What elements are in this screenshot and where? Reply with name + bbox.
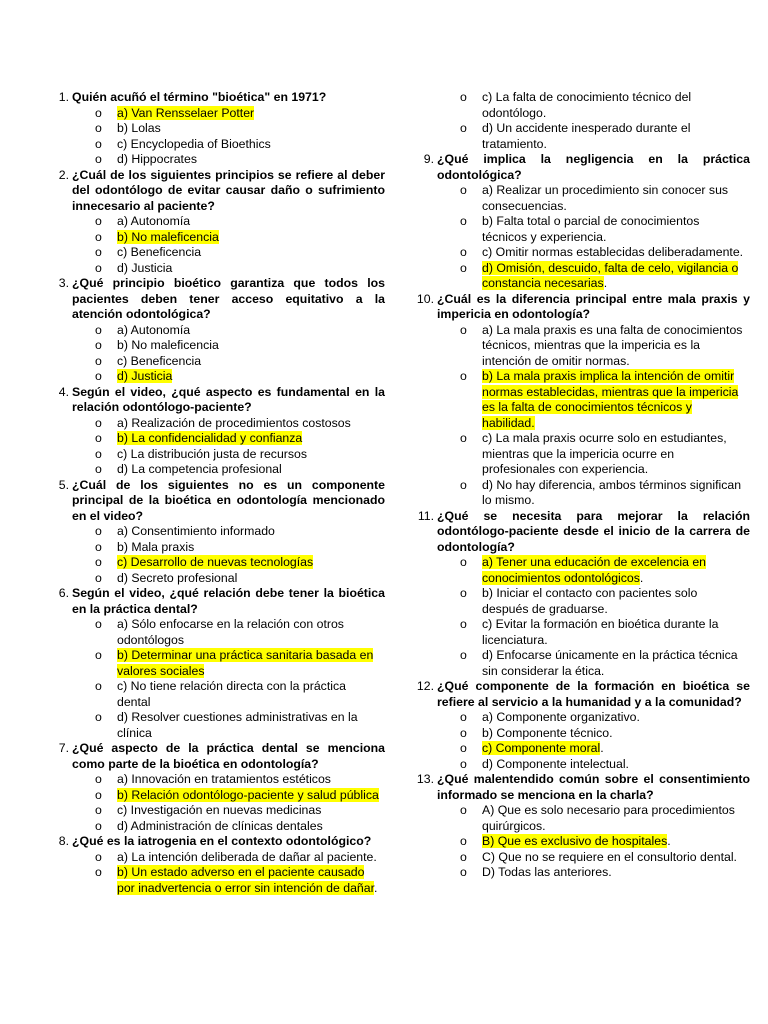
answer-option-text: c) Evitar la formación en bioética durante la licenciatura. (482, 617, 719, 647)
answer-option-text: c) Investigación en nuevas medicinas (117, 803, 322, 817)
answer-option (437, 555, 750, 586)
answer-option (72, 679, 385, 710)
answer-option (72, 106, 385, 122)
bullet-marker: o (460, 431, 467, 445)
answer-option (72, 571, 385, 587)
bullet-marker: o (460, 245, 467, 259)
answer-options (72, 524, 385, 586)
answer-option-text: c) La mala praxis ocurre solo en estudiantes, mientras que la impericia ocurre en profesionales con experiencia. (482, 431, 727, 476)
answer-option-text: a) Autonomía (117, 214, 191, 228)
bullet-marker: o (95, 353, 102, 368)
bullet-marker: o (460, 183, 467, 197)
answer-option-suffix: . (667, 834, 671, 848)
answer-option-suffix: . (603, 276, 608, 290)
answer-option-text: a) Sólo enfocarse en la relación con otros odontólogos (117, 617, 344, 647)
bullet-marker: o (460, 260, 467, 275)
bullet-marker: o (95, 431, 102, 445)
answer-option (72, 462, 385, 478)
answer-option-text: d) Resolver cuestiones administrativas en la clínica (117, 710, 358, 740)
bullet-marker: o (95, 245, 102, 259)
answer-option-text: d) Hippocrates (117, 152, 197, 166)
answer-option-text: b) Falta total o parcial de conocimientos técnicos y experiencia. (482, 214, 700, 244)
question-text: ¿Qué implica la negligencia en la práctica odontológica? (437, 152, 750, 182)
answer-option (437, 121, 750, 152)
answer-option (437, 214, 750, 245)
bullet-marker: o (95, 617, 102, 631)
answer-option (437, 617, 750, 648)
bullet-marker: o (95, 214, 102, 228)
question-text: Quién acuñó el término "bioética" en 1971? (72, 90, 327, 104)
question-text: ¿Cuál de los siguientes no es un componente principal de la bioética en odontología mencionado en el video? (72, 477, 385, 523)
answer-option-text: a) Innovación en tratamientos estéticos (117, 772, 331, 786)
question-number: 1. (58, 90, 69, 104)
answer-option-text: b) Mala praxis (117, 539, 195, 554)
bullet-marker: o (460, 756, 467, 771)
answer-option-text: a) Realizar un procedimiento sin conocer sus consecuencias. (482, 183, 729, 213)
question-item (45, 385, 385, 478)
answer-option (72, 137, 385, 153)
bullet-marker: o (95, 787, 102, 802)
question-text: Según el video, ¿qué aspecto es fundamental en la relación odontólogo-paciente? (72, 384, 385, 414)
right-column (410, 90, 750, 881)
question-number: 6. (58, 586, 69, 600)
answer-option-suffix: . (639, 570, 644, 585)
answer-option (72, 803, 385, 819)
question-number: 11. (417, 508, 434, 523)
bullet-marker: o (95, 648, 102, 662)
answer-option (437, 90, 750, 121)
answer-option (72, 245, 385, 261)
bullet-marker: o (95, 818, 102, 833)
answer-option (72, 819, 385, 835)
answer-option-text: b) No maleficencia (117, 338, 219, 352)
question-text: ¿Qué aspecto de la práctica dental se menciona como parte de la bioética en odontología? (72, 741, 385, 771)
answer-option (437, 648, 750, 679)
bullet-marker: o (460, 710, 467, 724)
answer-option-text: d) Administración de clínicas dentales (117, 818, 323, 833)
question-item (45, 586, 385, 741)
answer-option-text: d) Omisión, descuido, falta de celo, vigilancia o constancia necesarias (482, 260, 739, 290)
answer-option (437, 369, 750, 431)
answer-option-text: d) Enfocarse únicamente en la práctica técnica sin considerar la ética. (482, 648, 738, 678)
answer-option (72, 121, 385, 137)
bullet-marker: o (95, 772, 102, 786)
answer-option (437, 323, 750, 370)
question-text: ¿Qué principio bioético garantiza que todos los pacientes deben tener acceso equitativo a la atención odontológica? (72, 276, 385, 321)
question-text: ¿Qué es la iatrogenia en el contexto odontológico? (72, 834, 372, 848)
question-number: 8. (58, 834, 69, 848)
bullet-marker: o (95, 849, 102, 864)
question-number: 2. (58, 167, 69, 182)
answer-option-suffix: . (600, 741, 604, 755)
answer-option (72, 555, 385, 571)
answer-options (437, 323, 750, 509)
question-text: ¿Qué se necesita para mejorar la relación odontólogo-paciente desde el inicio de la carrera de odontología? (437, 508, 750, 554)
answer-option-text: b) Lolas (117, 121, 161, 135)
answer-option-text: c) La falta de conocimiento técnico del odontólogo. (482, 90, 692, 120)
bullet-marker: o (95, 121, 102, 135)
question-number: 10. (416, 291, 434, 306)
bullet-marker: o (460, 865, 467, 879)
answer-option (437, 757, 750, 773)
question-number: 13. (416, 772, 434, 786)
answer-option (72, 369, 385, 385)
bullet-marker: o (95, 369, 102, 383)
answer-option-text: C) Que no se requiere en el consultorio dental. (482, 849, 737, 864)
bullet-marker: o (95, 229, 102, 244)
bullet-marker: o (95, 539, 102, 554)
answer-option (437, 183, 750, 214)
bullet-marker: o (95, 105, 102, 120)
answer-option-text: b) Iniciar el contacto con pacientes solo después de graduarse. (482, 586, 698, 616)
answer-option-text: b) La confidencialidad y confianza (117, 431, 303, 445)
bullet-marker: o (460, 617, 467, 631)
answer-option-text: B) Que es exclusivo de hospitales (482, 834, 668, 848)
answer-option-text: c) Beneficencia (117, 353, 202, 368)
answer-option-text: b) No maleficencia (117, 229, 219, 244)
question-number: 12. (416, 679, 434, 693)
answer-option-text: d) Justicia (117, 260, 173, 275)
question-number: 3. (58, 276, 69, 290)
answer-option (437, 834, 750, 850)
answer-option-text: a) Autonomía (117, 322, 191, 337)
bullet-marker: o (95, 865, 102, 879)
answer-option-text: a) Van Rensselaer Potter (117, 105, 255, 120)
question-text: ¿Cuál de los siguientes principios se refiere al deber del odontólogo de evitar causar daño o sufrimiento innecesario al paciente? (72, 167, 385, 213)
answer-option-text: D) Todas las anteriores. (482, 865, 612, 879)
answer-option (72, 865, 385, 896)
question-item (410, 292, 750, 509)
bullet-marker: o (95, 136, 102, 151)
answer-option (72, 230, 385, 246)
bullet-marker: o (460, 803, 467, 817)
bullet-marker: o (460, 555, 467, 569)
answer-option (72, 214, 385, 230)
answer-option (437, 865, 750, 881)
answer-options (72, 214, 385, 276)
question-item (410, 90, 750, 152)
answer-option-text: b) Componente técnico. (482, 725, 613, 740)
answer-option (437, 741, 750, 757)
answer-option-text: A) Que es solo necesario para procedimientos quirúrgicos. (482, 803, 735, 833)
bullet-marker: o (460, 586, 467, 600)
question-item (45, 276, 385, 385)
bullet-marker: o (95, 152, 102, 166)
answer-option-text: c) No tiene relación directa con la práctica dental (117, 679, 346, 709)
answer-option-text: a) Tener una educación de excelencia en conocimientos odontológicos (482, 555, 707, 585)
answer-option-suffix: . (374, 880, 378, 895)
answer-option-text: c) Componente moral (482, 741, 601, 755)
answer-option-text: b) Un estado adverso en el paciente causado por inadvertencia o error sin intención de dañar (117, 865, 375, 895)
answer-options (72, 416, 385, 478)
answer-option-text: d) Componente intelectual. (482, 756, 629, 771)
bullet-marker: o (460, 477, 467, 492)
answer-option (72, 323, 385, 339)
bullet-marker: o (95, 338, 102, 352)
answer-options (72, 106, 385, 168)
answer-option-text: b) La mala praxis implica la intención de omitir normas establecidas, mientras que la impericia es la falta de conocimientos técnicos y habilidad. (482, 369, 739, 430)
question-text: ¿Qué malentendido común sobre el consentimiento informado se menciona en la charla? (437, 772, 750, 802)
answer-option-text: a) Componente organizativo. (482, 710, 640, 724)
answer-option (437, 245, 750, 261)
answer-option-text: a) La mala praxis es una falta de conocimientos técnicos, mientras que la impericia es la intención de omitir normas. (482, 322, 743, 368)
question-number: 7. (58, 741, 69, 755)
answer-options (437, 183, 750, 292)
bullet-marker: o (95, 322, 102, 337)
answer-option (437, 803, 750, 834)
answer-option-text: a) Realización de procedimientos costosos (117, 415, 351, 430)
answer-options (437, 710, 750, 772)
answer-option-text: c) Omitir normas establecidas deliberadamente. (482, 245, 744, 259)
answer-option (72, 524, 385, 540)
answer-option-text: c) Encyclopedia of Bioethics (117, 136, 271, 151)
bullet-marker: o (460, 849, 467, 864)
answer-option (437, 850, 750, 866)
question-item (45, 90, 385, 168)
question-number: 5. (58, 477, 69, 492)
bullet-marker: o (95, 260, 102, 275)
bullet-marker: o (95, 570, 102, 585)
answer-option-text: a) La intención deliberada de dañar al paciente. (117, 849, 377, 864)
bullet-marker: o (460, 741, 467, 755)
question-item (45, 168, 385, 277)
bullet-marker: o (95, 803, 102, 817)
answer-options (72, 323, 385, 385)
left-column (45, 90, 385, 896)
answer-option (72, 261, 385, 277)
bullet-marker: o (95, 462, 102, 476)
bullet-marker: o (95, 679, 102, 693)
answer-option-text: d) Secreto profesional (117, 570, 238, 585)
answer-options (437, 90, 750, 152)
bullet-marker: o (460, 90, 467, 104)
answer-option (72, 850, 385, 866)
answer-option-text: a) Consentimiento informado (117, 524, 275, 538)
answer-option-text: d) No hay diferencia, ambos términos significan lo mismo. (482, 477, 742, 507)
answer-option (72, 416, 385, 432)
bullet-marker: o (460, 369, 467, 383)
question-item (45, 478, 385, 587)
bullet-marker: o (460, 725, 467, 740)
question-item (45, 834, 385, 896)
answer-options (72, 850, 385, 897)
answer-option (437, 586, 750, 617)
bullet-marker: o (95, 415, 102, 430)
answer-option (437, 710, 750, 726)
answer-option (72, 648, 385, 679)
answer-option-text: d) Justicia (117, 369, 173, 383)
answer-option (72, 431, 385, 447)
bullet-marker: o (460, 648, 467, 662)
bullet-marker: o (460, 834, 467, 848)
question-number: 9. (423, 152, 434, 166)
bullet-marker: o (460, 121, 467, 135)
answer-options (437, 803, 750, 881)
answer-option-text: d) La competencia profesional (117, 462, 282, 476)
answer-option (72, 152, 385, 168)
answer-options (72, 617, 385, 741)
answer-option-text: c) La distribución justa de recursos (117, 446, 308, 461)
answer-option-text: c) Desarrollo de nuevas tecnologías (117, 555, 314, 569)
answer-option (72, 354, 385, 370)
answer-option-text: b) Relación odontólogo-paciente y salud pública (117, 787, 379, 802)
answer-option (437, 478, 750, 509)
question-item (410, 152, 750, 292)
bullet-marker: o (95, 524, 102, 538)
bullet-marker: o (95, 446, 102, 461)
answer-option (72, 772, 385, 788)
answer-options (72, 772, 385, 834)
answer-option (72, 447, 385, 463)
bullet-marker: o (460, 322, 467, 337)
answer-option-text: d) Un accidente inesperado durante el tratamiento. (482, 121, 691, 151)
answer-option-text: b) Determinar una práctica sanitaria basada en valores sociales (117, 648, 374, 678)
answer-option (72, 710, 385, 741)
question-number: 4. (58, 384, 69, 399)
answer-option (437, 261, 750, 292)
answer-option (72, 338, 385, 354)
answer-option (72, 788, 385, 804)
question-text: ¿Qué componente de la formación en bioética se refiere al servicio a la humanidad y a la comunidad? (437, 679, 750, 709)
answer-option (72, 540, 385, 556)
answer-options (437, 555, 750, 679)
question-item (410, 679, 750, 772)
question-item (410, 509, 750, 680)
question-text: Según el video, ¿qué relación debe tener la bioética en la práctica dental? (72, 586, 385, 616)
question-item (410, 772, 750, 881)
bullet-marker: o (95, 710, 102, 724)
answer-option (72, 617, 385, 648)
question-item (45, 741, 385, 834)
answer-option (437, 431, 750, 478)
answer-option (437, 726, 750, 742)
question-text: ¿Cuál es la diferencia principal entre mala praxis y impericia en odontología? (437, 291, 750, 321)
bullet-marker: o (460, 214, 467, 228)
answer-option-text: c) Beneficencia (117, 245, 202, 259)
bullet-marker: o (95, 555, 102, 569)
